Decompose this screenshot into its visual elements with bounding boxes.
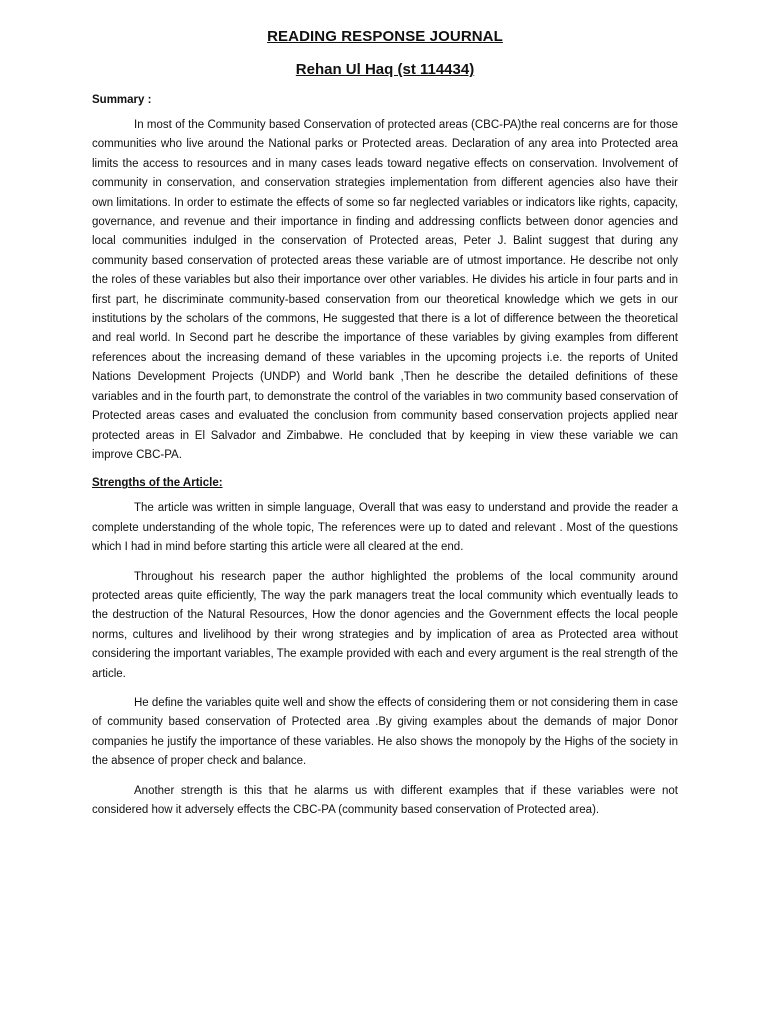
strengths-paragraph-4: Another strength is this that he alarms us with different examples that if these variables were not considered how it adversely effects the CBC-PA (community based conservation of Protected area). xyxy=(92,784,678,816)
author-line: Rehan Ul Haq (st 114434) xyxy=(295,61,475,78)
strengths-paragraph-3: He define the variables quite well and show the effects of considering them or not considering them in case of community based conservation of Protected area .By giving examples about the demands of major Donor companies he justify the importance of these variables. He also shows the monopoly by the Highs of the society in the absence of proper check and balance. xyxy=(92,696,678,768)
strengths-heading: Strengths of the Article: xyxy=(92,477,223,490)
summary-paragraph: In most of the Community based Conservation of protected areas (CBC-PA)the real concerns are for those communities who live around the National parks or Protected areas. Declaration of any area into Protected area limits the access to resources and in many cases leads toward negative effects on conservation. Involvement of community in conservation, and conservation strategies implementation from different agencies also have their own limitations. In order to estimate the effects of some so far neglected variables or indicators like rights, capacity, governance, and revenue and their importance in finding and addressing conflicts between donor agencies and local communities indulged in the conservation of Protected areas, Peter J. Balint suggest that during any community based conservation of protected areas these variable are of utmost importance. He describe not only the roles of these variables but also their importance over other variables. He divides his article in four parts and in first part, he discriminate community-based conservation from our theoretical knowledge which we gets in our institutions by the scholars of the commons, He suggested that there is a lot of difference between the theoretical and real world. In Second part he describe the importance of these variables by giving examples from different references about the increasing demand of these variables in the upcoming projects i.e. the reports of United Nations Development Projects (UNDP) and World bank ,Then he describe the detailed definitions of these variables and in the fourth part, to demonstrate the control of the variables in two community based conservation of Protected areas cases and evaluated the conclusion from community based conservation projects applied near protected areas in El Salvador and Zimbabwe. He concluded that by keeping in view these variable we can improve CBC-PA. xyxy=(92,119,678,461)
strengths-paragraph-2: Throughout his research paper the author highlighted the problems of the local community around protected areas quite efficiently, The way the park managers treat the local community which eventually leads to the destruction of the Natural Resources, How the donor agencies and the Government effects the local people norms, cultures and livelihood by their wrong strategies and by implication of area as Protected area without considering the important variables, The example provided with each and every argument is the real strength of the article. xyxy=(92,570,678,680)
strengths-paragraph-1: The article was written in simple language, Overall that was easy to understand and provide the reader a complete understanding of the whole topic, The references were up to dated and relevant . Most of the questions which I had in mind before starting this article were all cleared at the end. xyxy=(92,502,678,554)
summary-label: Summary : xyxy=(92,94,152,106)
document-title: READING RESPONSE JOURNAL xyxy=(267,28,503,45)
document-page xyxy=(92,28,678,830)
